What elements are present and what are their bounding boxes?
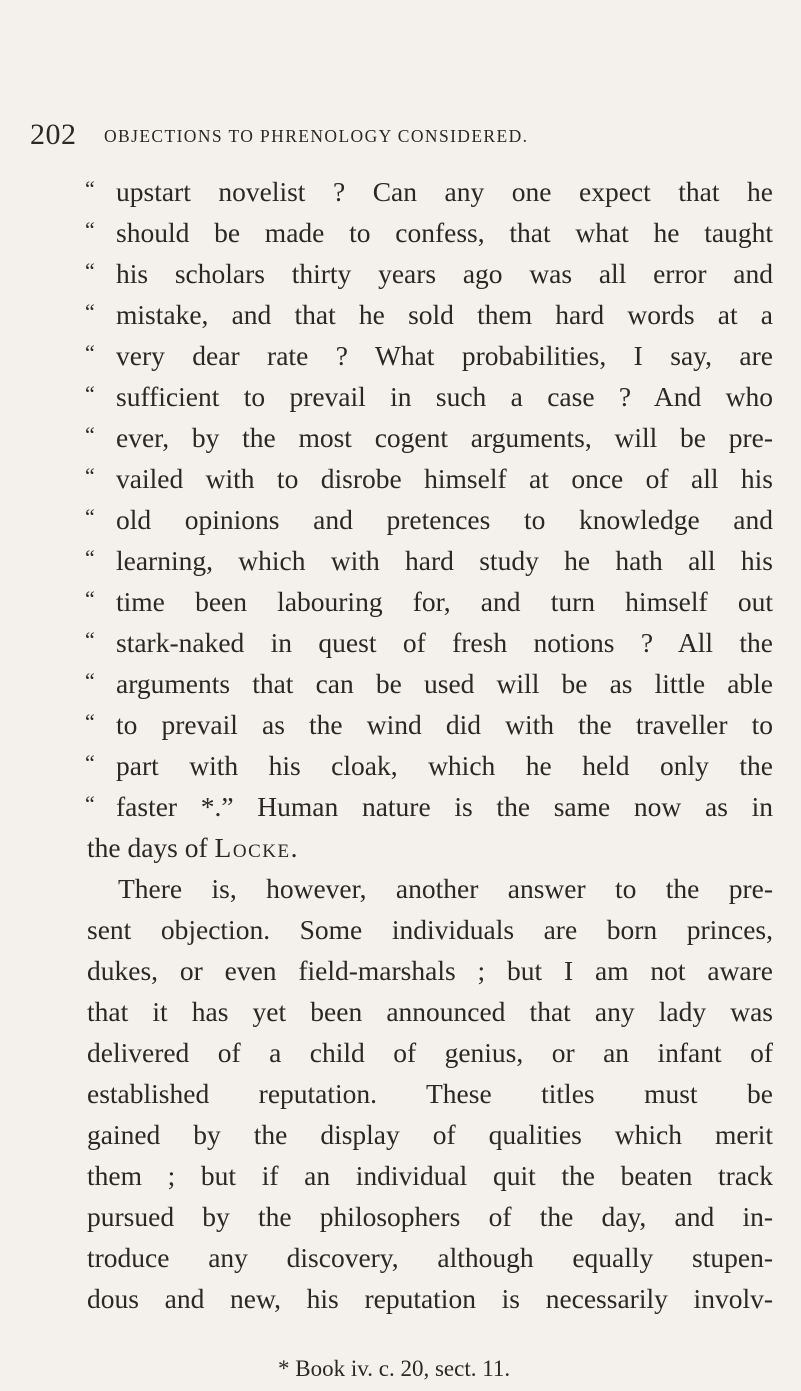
line-text: should be made to confess, that what he taught (116, 217, 773, 248)
line-text: his scholars thirty years ago was all error and (116, 258, 773, 289)
quoted-line (0, 666, 801, 702)
quote-mark: “ (85, 299, 95, 324)
locke-line (0, 830, 801, 866)
quoted-line (0, 174, 801, 210)
line-text: pursued by the philosophers of the day, and in- (87, 1201, 773, 1232)
quoted-line (0, 338, 801, 374)
line-text: vailed with to disrobe himself at once of all his (116, 463, 773, 494)
footnote: * Book iv. c. 20, sect. 11. (278, 1356, 511, 1381)
quote-mark: “ (85, 217, 95, 242)
quote-mark: “ (85, 258, 95, 283)
line-text: troduce any discovery, although equally stupen- (87, 1242, 773, 1273)
line-text: delivered of a child of genius, or an infant of (87, 1037, 773, 1068)
quote-mark: “ (85, 668, 95, 693)
paragraph-line (0, 1281, 801, 1317)
line-text: to prevail as the wind did with the traveller to (116, 709, 773, 740)
paragraph-line (0, 912, 801, 948)
quoted-line (0, 502, 801, 538)
quoted-line (0, 748, 801, 784)
line-text: There is, however, another answer to the pre- (118, 873, 773, 904)
locke-prefix: the days of (87, 832, 215, 863)
paragraph-line (0, 871, 801, 907)
line-text: ever, by the most cogent arguments, will be pre- (116, 422, 773, 453)
quoted-line (0, 215, 801, 251)
line-text: stark-naked in quest of fresh notions ? All the (116, 627, 773, 658)
paragraph-line (0, 1199, 801, 1235)
line-text: sufficient to prevail in such a case ? And who (116, 381, 773, 412)
line-text: old opinions and pretences to knowledge and (116, 504, 773, 535)
quote-mark: “ (85, 504, 95, 529)
line-text: dous and new, his reputation is necessarily involv- (87, 1283, 773, 1314)
quoted-line (0, 256, 801, 292)
paragraph-line (0, 1035, 801, 1071)
paragraph-line (0, 1158, 801, 1194)
paragraph-line (0, 953, 801, 989)
quoted-line (0, 379, 801, 415)
quote-mark: “ (85, 709, 95, 734)
quote-mark: “ (85, 381, 95, 406)
paragraph-line (0, 1076, 801, 1112)
line-text: very dear rate ? What probabilities, I say, are (116, 340, 773, 371)
line-text: learning, which with hard study he hath all his (116, 545, 773, 576)
paragraph-line (0, 1240, 801, 1276)
quoted-line (0, 543, 801, 579)
quoted-line (0, 584, 801, 620)
quote-mark: “ (85, 750, 95, 775)
line-text: mistake, and that he sold them hard words at a (116, 299, 773, 330)
line-text: faster *.” Human nature is the same now as in (116, 791, 773, 822)
page-number: 202 (30, 118, 77, 151)
quote-mark: “ (85, 545, 95, 570)
running-title: OBJECTIONS TO PHRENOLOGY CONSIDERED. (104, 126, 529, 146)
quoted-line (0, 789, 801, 825)
line-text (87, 830, 773, 866)
line-text: dukes, or even field-marshals ; but I am not aware (87, 955, 773, 986)
quote-mark: “ (85, 586, 95, 611)
locke-name: Locke. (214, 832, 299, 863)
page-header (30, 118, 770, 158)
quote-mark: “ (85, 463, 95, 488)
quote-mark: “ (85, 340, 95, 365)
quote-mark: “ (85, 627, 95, 652)
line-text: upstart novelist ? Can any one expect that he (116, 176, 773, 207)
line-text: part with his cloak, which he held only the (116, 750, 773, 781)
quoted-line (0, 420, 801, 456)
quoted-line (0, 625, 801, 661)
paragraph-line (0, 1117, 801, 1153)
quoted-line (0, 297, 801, 333)
line-text: established reputation. These titles must be (87, 1078, 773, 1109)
quoted-line (0, 707, 801, 743)
line-text: that it has yet been announced that any lady was (87, 996, 773, 1027)
line-text: gained by the display of qualities which merit (87, 1119, 773, 1150)
line-text: arguments that can be used will be as little able (116, 668, 773, 699)
quote-mark: “ (85, 791, 95, 816)
quote-mark: “ (85, 176, 95, 201)
quote-mark: “ (85, 422, 95, 447)
line-text: sent objection. Some individuals are born princes, (87, 914, 773, 945)
quoted-line (0, 461, 801, 497)
paragraph-line (0, 994, 801, 1030)
line-text: them ; but if an individual quit the beaten track (87, 1160, 773, 1191)
line-text: time been labouring for, and turn himself out (116, 586, 773, 617)
